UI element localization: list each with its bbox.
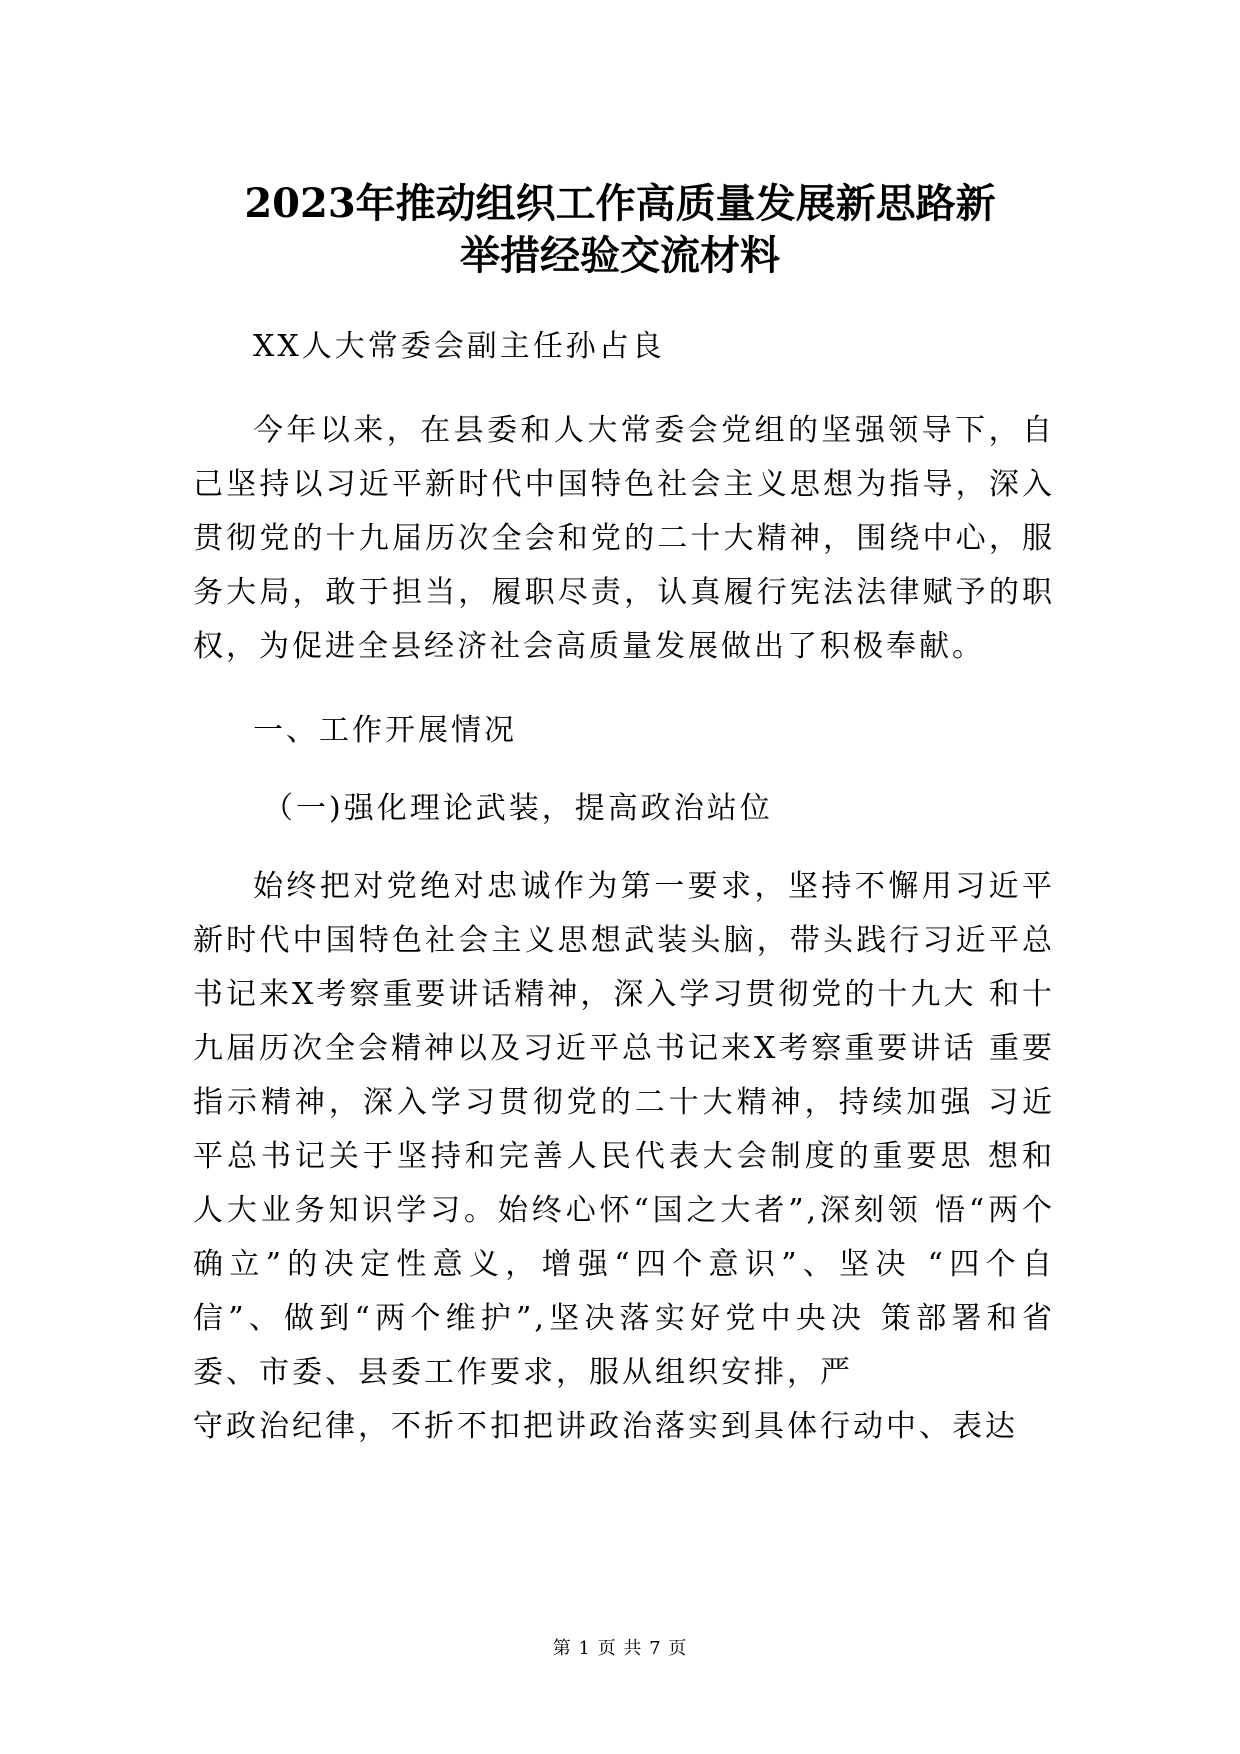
subsection-heading: （一)强化理论武装，提高政治站位 (263, 791, 773, 826)
document-title (120, 178, 1120, 282)
page-number-footer: 第 1 页 共 7 页 (552, 1638, 688, 1659)
body-paragraph: 始终把对党绝对忠诚作为第一要求，坚持不懈用习近平新时代中国特色社会主义思想武装头脑，带头践行习近平总书记来X考察重要讲话精神，深入学习贯彻党的十九大 和十九届历次全会精神以及习近平总书记来X考察重要讲话 重要指示精神，深入学习贯彻党的二十大精神，持续加强 习近平总书记关于坚持和完善人民代表大会制度的重要思 想和人大业务知识学习。始终心怀“国之大者”,深刻领 悟“两个确立”的决定性意义，增强“四个意识”、坚决 “四个自信”、做到“两个维护”,坚决落实好党中央决 策部署和省委、市委、县委工作要求，服从组织安排，严 (193, 869, 1055, 1390)
title-line-1: 2023年推动组织工作高质量发展新思路新 (244, 180, 996, 227)
title-line-2: 举措经验交流材料 (460, 232, 780, 279)
body-paragraph-continued: 守政治纪律，不折不扣把讲政治落实到具体行动中、表达 (193, 1409, 1018, 1444)
document-body (193, 320, 1055, 1454)
intro-paragraph: 今年以来，在县委和人大常委会党组的坚强领导下，自己坚持以习近平新时代中国特色社会主义思想为指导，深入贯彻党的十九届历次全会和党的二十大精神，围绕中心，服务大局，敢于担当，履职尽责，认真履行宪法法律赋予的职权，为促进全县经济社会高质量发展做出了积极奉献。 (193, 413, 1055, 664)
section-heading: 一、工作开展情况 (253, 713, 517, 748)
byline: XX人大常委会副主任孙占良 (253, 329, 665, 364)
